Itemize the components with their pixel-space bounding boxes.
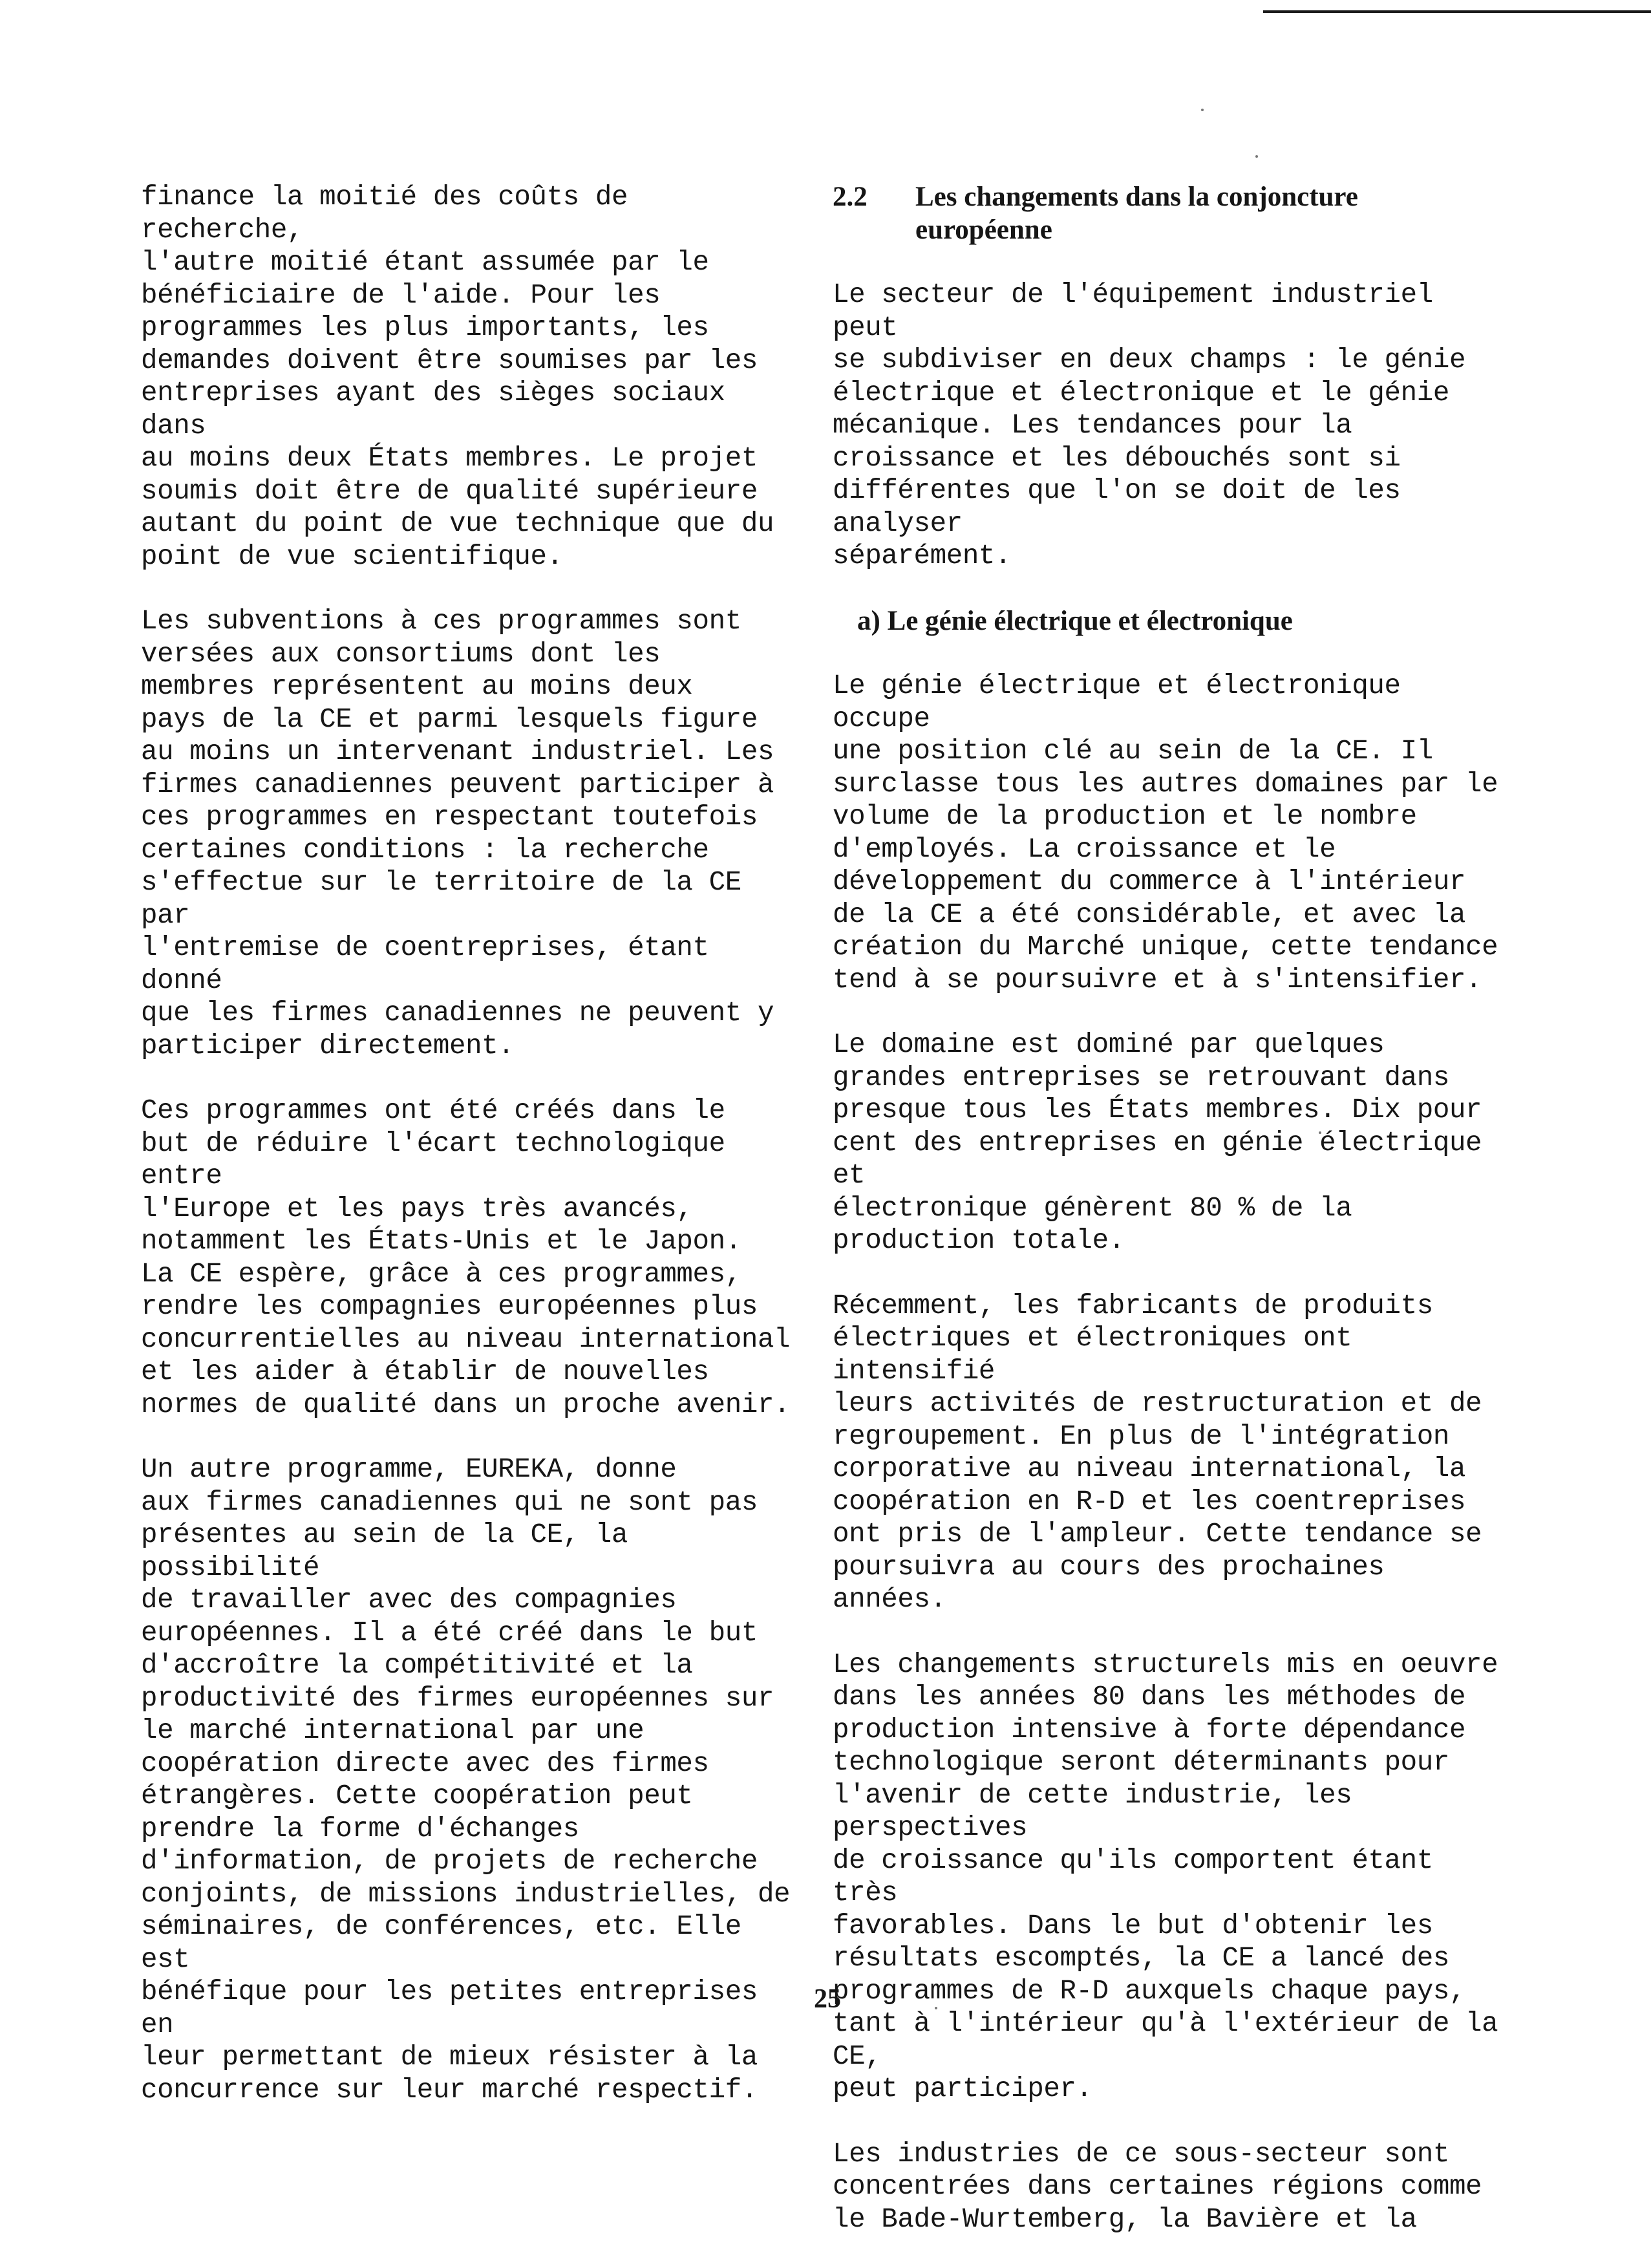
scan-speck xyxy=(1201,109,1204,111)
paragraph: Les subventions à ces programmes sont versées aux consortiums dont les membres représentent au moins deux pays de la CE et parmi lesquels figure au moins un intervenant industriel. Les firmes canadiennes peuvent participer à ces programmes en respectant toutefois certaines conditions : la recherche s'effectue sur le territoire de la CE par l'entremise de coentreprises, étant donné que les firmes canadiennes ne peuvent y participer directement. xyxy=(141,606,774,1062)
section-title: Les changements dans la conjoncture européenne xyxy=(915,182,1358,245)
section-heading xyxy=(833,181,1511,246)
paragraph: finance la moitié des coûts de recherche, l'autre moitié étant assumée par le bénéficiaire de l'aide. Pour les programmes les plus importants, les demandes doivent être soumises par les entreprises ayant des sièges sociaux dans au moins deux États membres. Le projet soumis doit être de qualité supérieure autant du point de vue technique que du point de vue scientifique. xyxy=(141,182,774,572)
subsection-heading: a) Le génie électrique et électronique xyxy=(857,605,1293,636)
paragraph: Les industries de ce sous-secteur sont concentrées dans certaines régions comme le Bade-Wurtemberg, la Bavière et la xyxy=(833,2138,1482,2235)
intro-paragraph: Le secteur de l'équipement industriel peut se subdiviser en deux champs : le génie électrique et électronique et le génie mécanique. Les tendances pour la croissance et les débouchés sont si différentes que l'on se doit de les analyser séparément. xyxy=(833,279,1466,572)
paragraph: Les changements structurels mis en oeuvre dans les années 80 dans les méthodes de production intensive à forte dépendance technologique seront déterminants pour l'avenir de cette industrie, les perspectives de croissance qu'ils comportent étant très favorables. Dans le but d'obtenir les résultats escomptés, la CE a lancé des programmes de R-D auxquels chaque pays, tant à l'intérieur qu'à l'extérieur de la CE, peut participer. xyxy=(833,1649,1498,2104)
right-column xyxy=(833,181,1511,2268)
scan-edge-line xyxy=(1263,10,1651,13)
paragraph: Le domaine est dominé par quelques grandes entreprises se retrouvant dans presque tous les États membres. Dix pour cent des entreprises en génie électrique et électronique génèrent 80 % de la production totale. xyxy=(833,1029,1482,1256)
scan-speck xyxy=(1255,155,1258,158)
page-number: 25 xyxy=(814,1984,841,2014)
paragraph: Le génie électrique et électronique occupe une position clé au sein de la CE. Il surclasse tous les autres domaines par le volume de la production et le nombre d'employés. La croissance et le développement du commerce à l'intérieur de la CE a été considérable, et avec la création du Marché unique, cette tendance tend à se poursuivre et à s'intensifier. xyxy=(833,670,1498,996)
left-column xyxy=(141,181,794,2139)
section-number: 2.2 xyxy=(833,182,868,212)
paragraph: Récemment, les fabricants de produits électriques et électroniques ont intensifié leurs activités de restructuration et de regroupement. En plus de l'intégration corporative au niveau international, la coopération en R-D et les coentreprises ont pris de l'ampleur. Cette tendance se poursuivra au cours des prochaines années. xyxy=(833,1290,1482,1615)
paragraph: Ces programmes ont été créés dans le but de réduire l'écart technologique entre l'Europe et les pays très avancés, notamment les États-Unis et le Japon. La CE espère, grâce à ces programmes, rendre les compagnies européennes plus concurrentielles au niveau international et les aider à établir de nouvelles normes de qualité dans un proche avenir. xyxy=(141,1095,791,1420)
paragraph: Un autre programme, EUREKA, donne aux firmes canadiennes qui ne sont pas présentes au sein de la CE, la possibilité de travailler avec des compagnies européennes. Il a été créé dans le but d'accroître la compétitivité et la productivité des firmes européennes sur le marché international par une coopération directe avec des firmes étrangères. Cette coopération peut prendre la forme d'échanges d'information, de projets de recherche conjoints, de missions industrielles, de séminaires, de conférences, etc. Elle est bénéfique pour les petites entreprises en leur permettant de mieux résister à la concurrence sur leur marché respectif. xyxy=(141,1454,791,2106)
